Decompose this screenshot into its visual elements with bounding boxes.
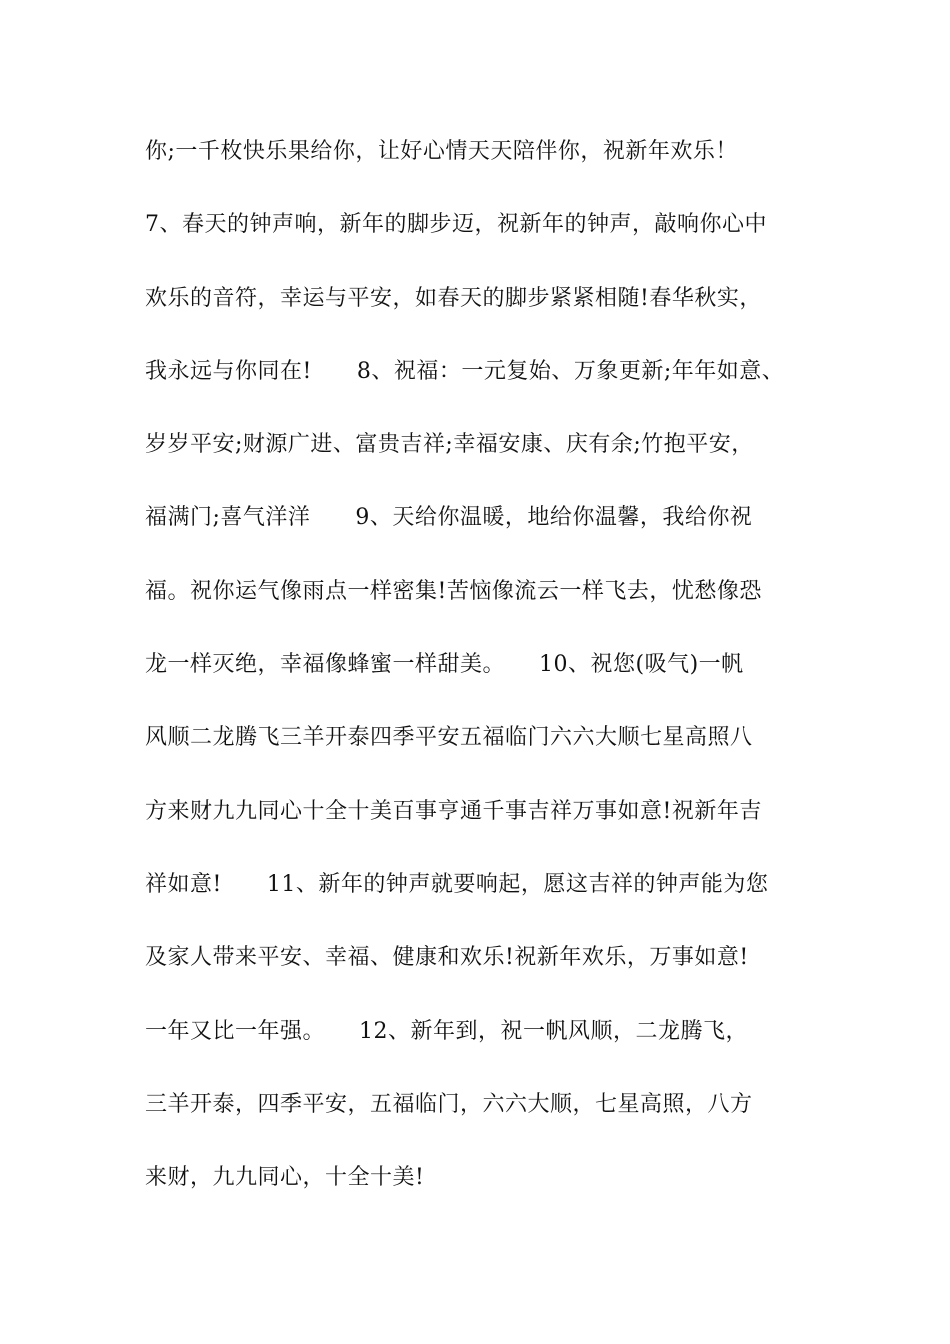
text-line: 三羊开泰，四季平安，五福临门，六六大顺，七星高照，八方 bbox=[145, 1091, 753, 1117]
text-line: 一年又比一年强。 12、新年到，祝一帆风顺，二龙腾飞， bbox=[145, 1018, 748, 1044]
text-line: 福。祝你运气像雨点一样密集!苦恼像流云一样飞去，忧愁像恐 bbox=[145, 578, 762, 604]
text-line: 龙一样灭绝，幸福像蜂蜜一样甜美。 10、祝您(吸气)一帆 bbox=[145, 652, 744, 678]
text-line: 欢乐的音符，幸运与平安，如春天的脚步紧紧相随!春华秋实， bbox=[145, 285, 762, 311]
text-line: 祥如意! 11、新年的钟声就要响起，愿这吉祥的钟声能为您 bbox=[145, 871, 769, 897]
text-line: 我永远与你同在! 8、祝福：一元复始、万象更新;年年如意、 bbox=[145, 358, 785, 384]
text-line: 来财，九九同心，十全十美! bbox=[145, 1165, 425, 1191]
text-line: 你;一千枚快乐果给你，让好心情天天陪伴你，祝新年欢乐！ bbox=[145, 139, 738, 164]
text-line: 福满门;喜气洋洋 9、天给你温暖，地给你温馨，我给你祝 bbox=[145, 505, 753, 531]
text-line: 7、春天的钟声响，新年的脚步迈，祝新年的钟声，敲响你心中 bbox=[145, 212, 767, 238]
text-line: 方来财九九同心十全十美百事亨通千事吉祥万事如意!祝新年吉 bbox=[145, 798, 762, 824]
text-line: 及家人带来平安、幸福、健康和欢乐!祝新年欢乐，万事如意! bbox=[145, 945, 749, 971]
text-line: 岁岁平安;财源广进、富贵吉祥;幸福安康、庆有余;竹抱平安， bbox=[145, 432, 754, 458]
text-line: 风顺二龙腾飞三羊开泰四季平安五福临门六六大顺七星高照八 bbox=[145, 725, 753, 751]
body-text bbox=[145, 126, 825, 1225]
